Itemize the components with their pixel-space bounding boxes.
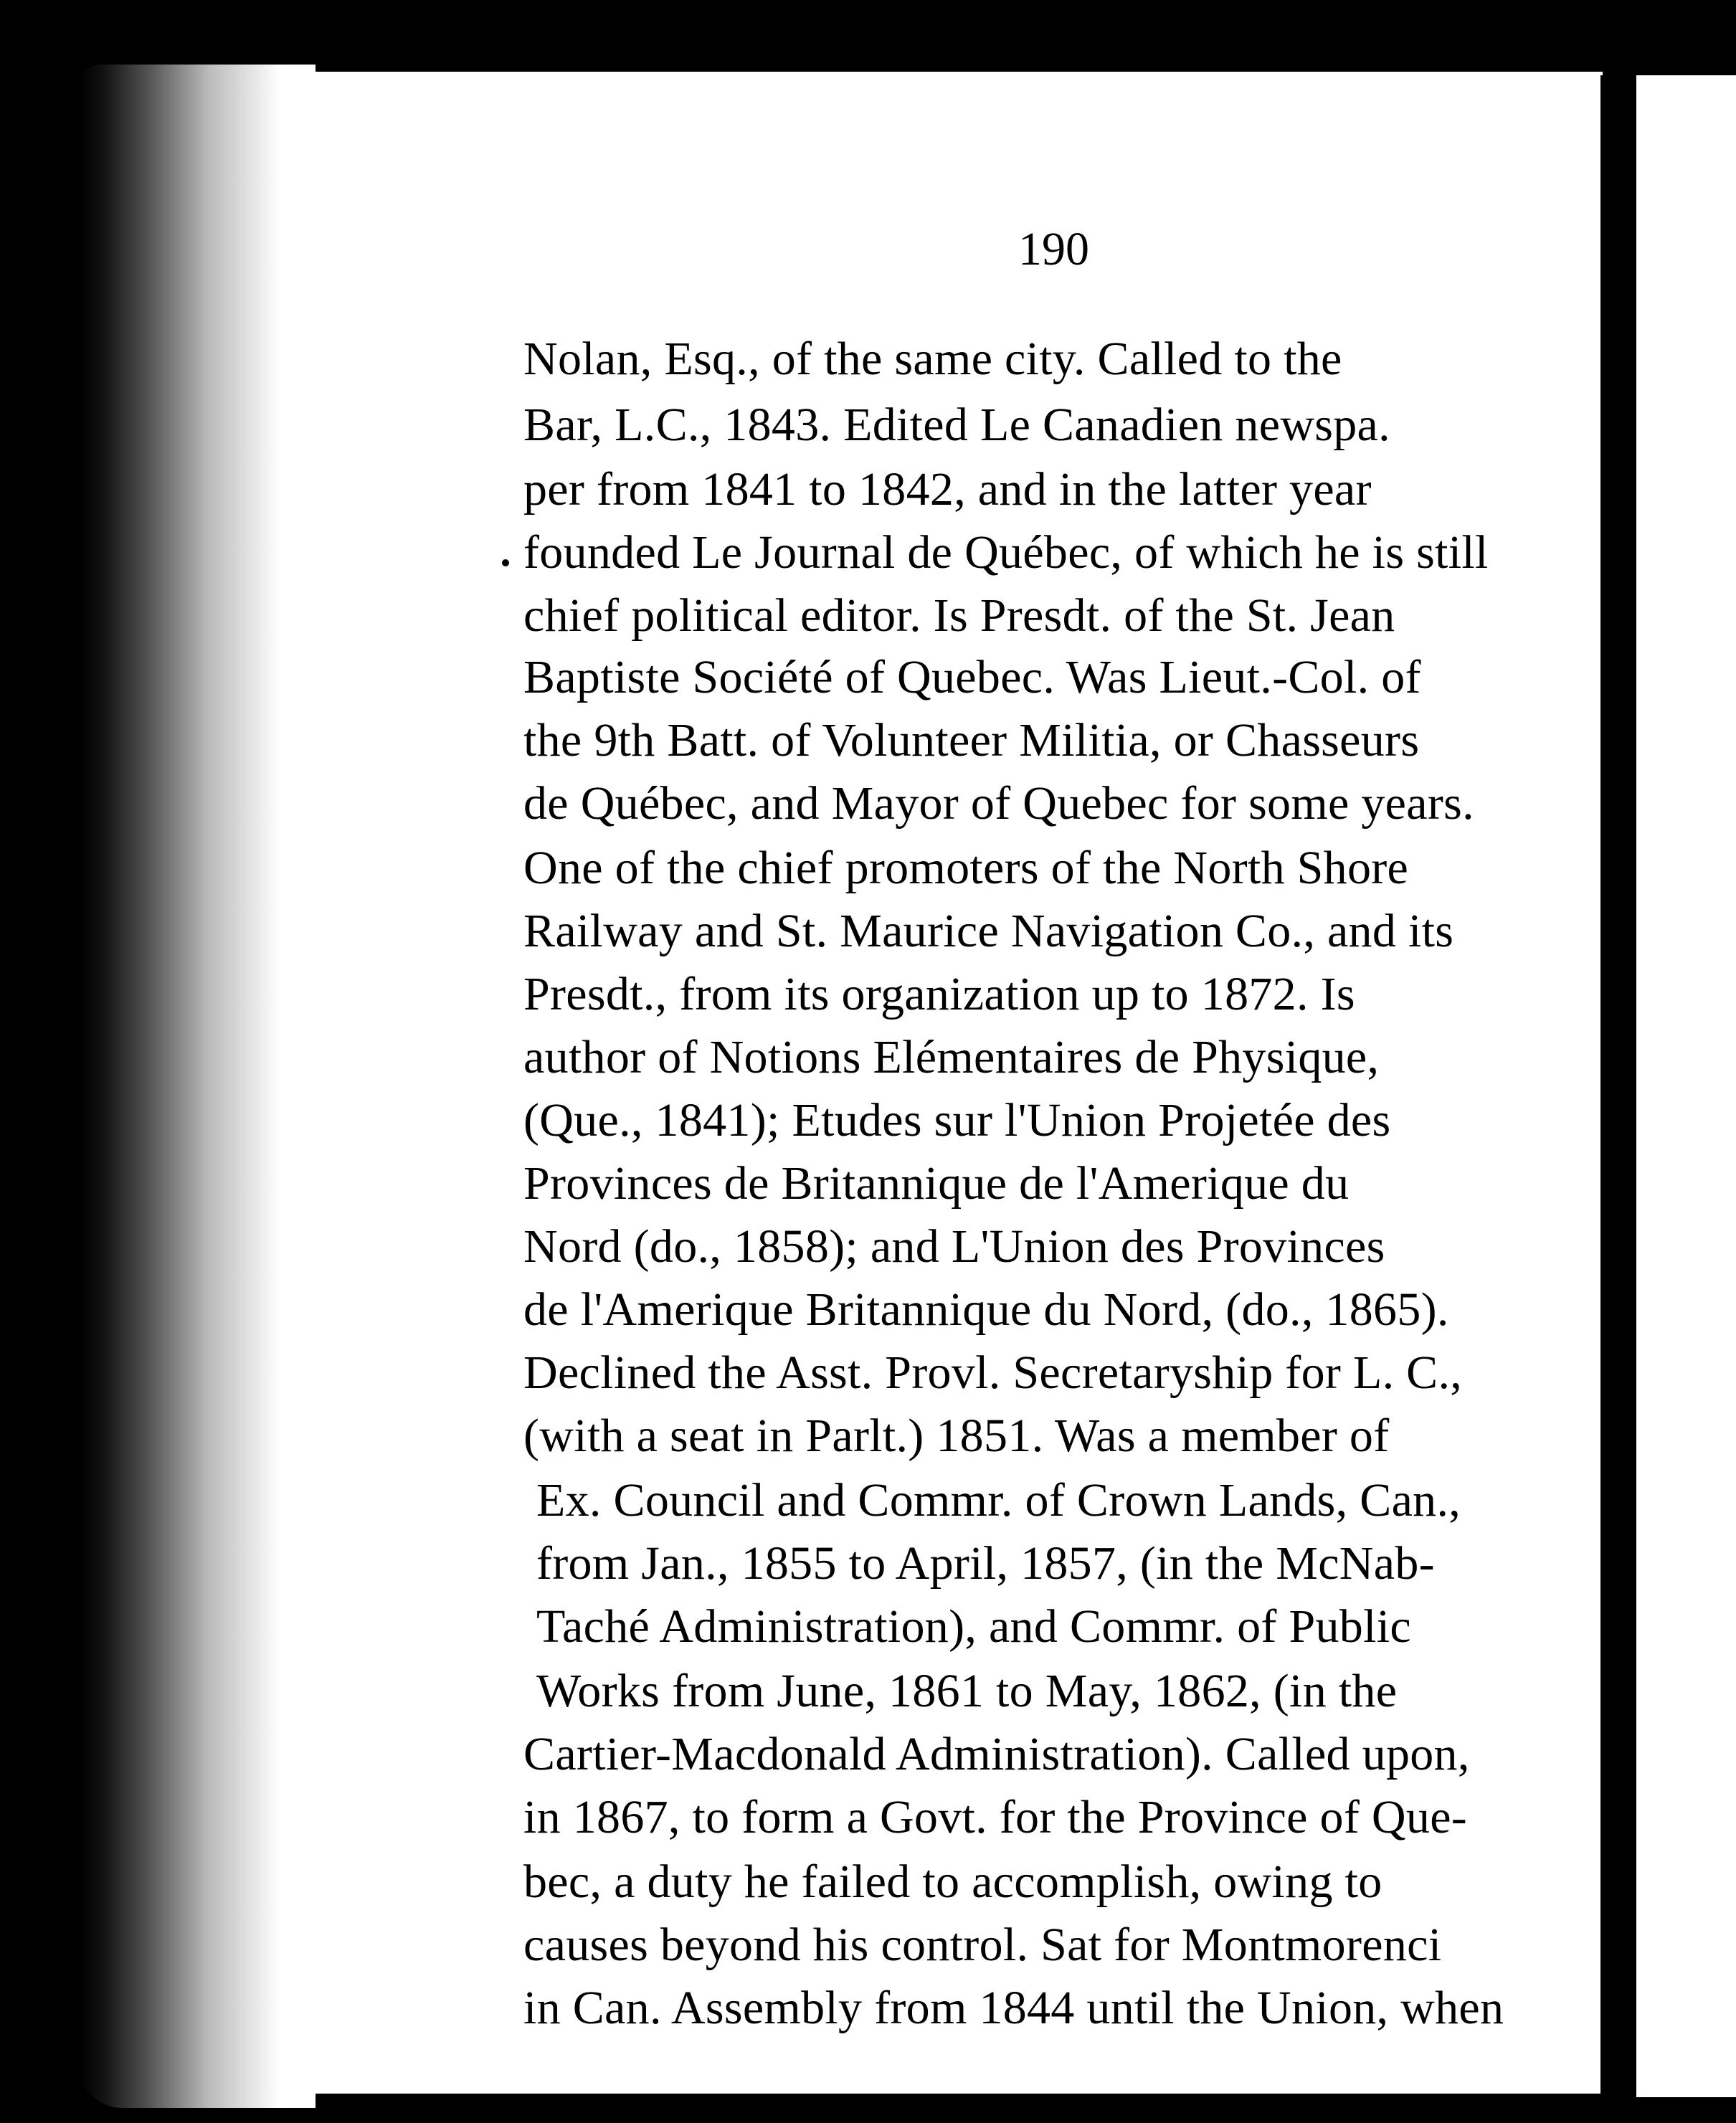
text-line: in 1867, to form a Govt. for the Province of Que- xyxy=(523,1791,1468,1843)
right-page xyxy=(1636,75,1736,2097)
text-line: de Québec, and Mayor of Quebec for some years. xyxy=(523,777,1474,830)
text-line: bec, a duty he failed to accomplish, owing to xyxy=(523,1856,1382,1908)
text-line: de l'Amerique Britannique du Nord, (do., 1865). xyxy=(523,1283,1449,1336)
text-line: One of the chief promoters of the North Shore xyxy=(523,842,1409,894)
text-line: Declined the Asst. Provl. Secretaryship for L. C., xyxy=(523,1347,1463,1399)
text-line: Railway and St. Maurice Navigation Co., and its xyxy=(523,905,1454,957)
text-line: Provinces de Britannique de l'Amerique du xyxy=(523,1157,1350,1210)
text-line: per from 1841 to 1842, and in the latter year xyxy=(523,463,1372,516)
text-line: Nolan, Esq., of the same city. Called to the xyxy=(523,333,1342,385)
page-number: 190 xyxy=(1018,223,1089,275)
text-line: chief political editor. Is Presdt. of the St. Jean xyxy=(523,589,1395,642)
text-line: Baptiste Société of Quebec. Was Lieut.-Col. of xyxy=(523,651,1421,703)
text-line: Cartier-Macdonald Administration). Called upon, xyxy=(523,1728,1470,1780)
text-line: (with a seat in Parlt.) 1851. Was a member of xyxy=(523,1410,1390,1462)
text-line: Taché Administration), and Commr. of Public xyxy=(536,1600,1411,1653)
text-line: Nord (do., 1858); and L'Union des Provinces xyxy=(523,1220,1385,1273)
page-gutter xyxy=(1600,75,1636,2104)
text-line: causes beyond his control. Sat for Montmorenci xyxy=(523,1919,1442,1971)
text-line: Works from June, 1861 to May, 1862, (in the xyxy=(536,1665,1398,1717)
text-line: in Can. Assembly from 1844 until the Union, when xyxy=(523,1982,1504,2034)
margin-mark xyxy=(502,559,509,566)
text-line: the 9th Batt. of Volunteer Militia, or Chasseurs xyxy=(523,714,1420,766)
text-line: from Jan., 1855 to April, 1857, (in the McNab- xyxy=(536,1537,1435,1590)
text-line: Bar, L.C., 1843. Edited Le Canadien newspa. xyxy=(523,399,1390,451)
text-line: founded Le Journal de Québec, of which he is still xyxy=(523,526,1489,579)
text-line: Ex. Council and Commr. of Crown Lands, Can., xyxy=(536,1474,1461,1526)
text-line: Presdt., from its organization up to 1872. Is xyxy=(523,968,1355,1020)
text-line: (Que., 1841); Etudes sur l'Union Projetée des xyxy=(523,1094,1391,1146)
text-line: author of Notions Elémentaires de Physique, xyxy=(523,1031,1380,1083)
